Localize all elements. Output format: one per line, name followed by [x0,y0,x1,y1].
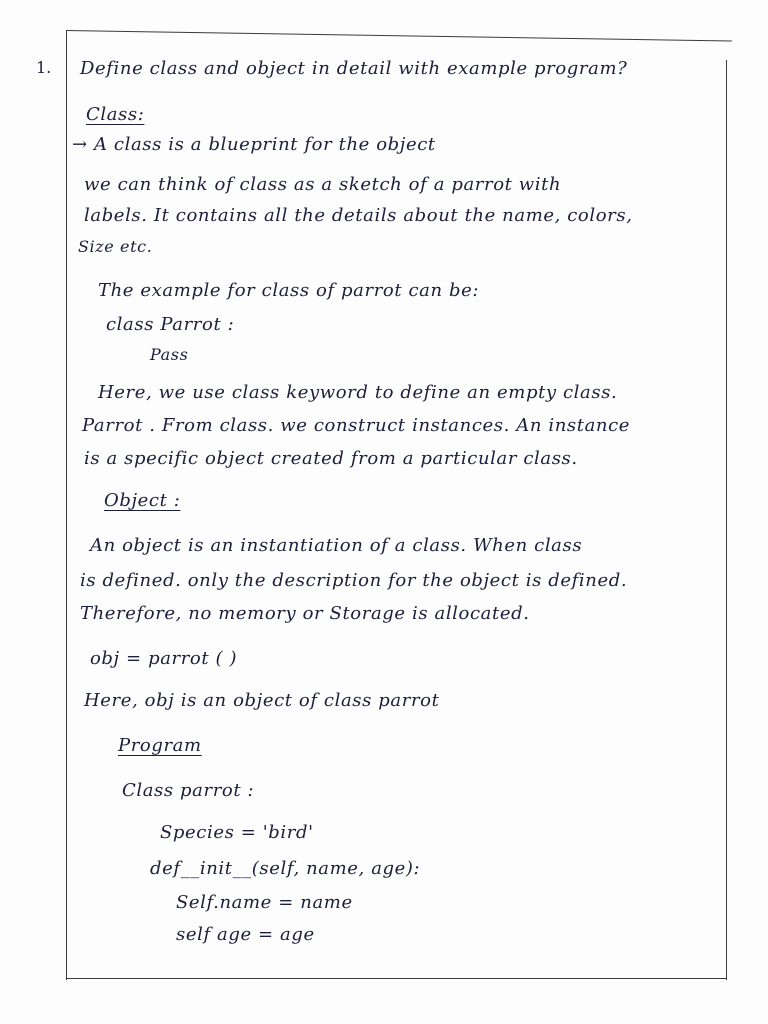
class-para-line-1: Here, we use class keyword to define an empty class. [98,382,618,403]
object-line-3: Therefore, no memory or Storage is allocated. [80,603,530,624]
class-heading: Class: [86,104,145,125]
page-border-bottom [66,978,726,979]
class-para-line-3: is a specific object created from a particular class. [84,448,578,469]
question-number: 1. [36,58,52,77]
code-program-class: Class parrot : [122,780,255,801]
code-species: Species = 'bird' [160,822,314,843]
page-border-right [726,60,727,980]
class-text-line-3: Size etc. [78,237,153,256]
class-para-line-2: Parrot . From class. we construct instances. An instance [82,415,631,436]
object-line-2: is defined. only the description for the object is defined. [80,570,628,591]
question-text: Define class and object in detail with example program? [80,58,628,79]
class-text-line-2: labels. It contains all the details about the name, colors, [84,205,633,226]
object-heading: Object : [104,490,181,511]
code-pass: Pass [150,345,189,364]
code-obj-parrot: obj = parrot ( ) [90,648,238,669]
page-border-left [66,30,67,980]
code-class-parrot: class Parrot : [106,314,235,335]
program-heading: Program [118,735,202,756]
page-border-top [66,30,732,41]
object-line-1: An object is an instantiation of a class. When class [90,535,583,556]
object-line-4: Here, obj is an object of class parrot [84,690,440,711]
class-definition-line: → A class is a blueprint for the object [72,134,436,155]
code-self-name: Self.name = name [176,892,353,913]
code-init: def__init__(self, name, age): [150,858,421,879]
code-self-age: self age = age [176,924,315,945]
example-intro: The example for class of parrot can be: [98,280,480,301]
class-text-line-1: we can think of class as a sketch of a parrot with [84,174,562,195]
